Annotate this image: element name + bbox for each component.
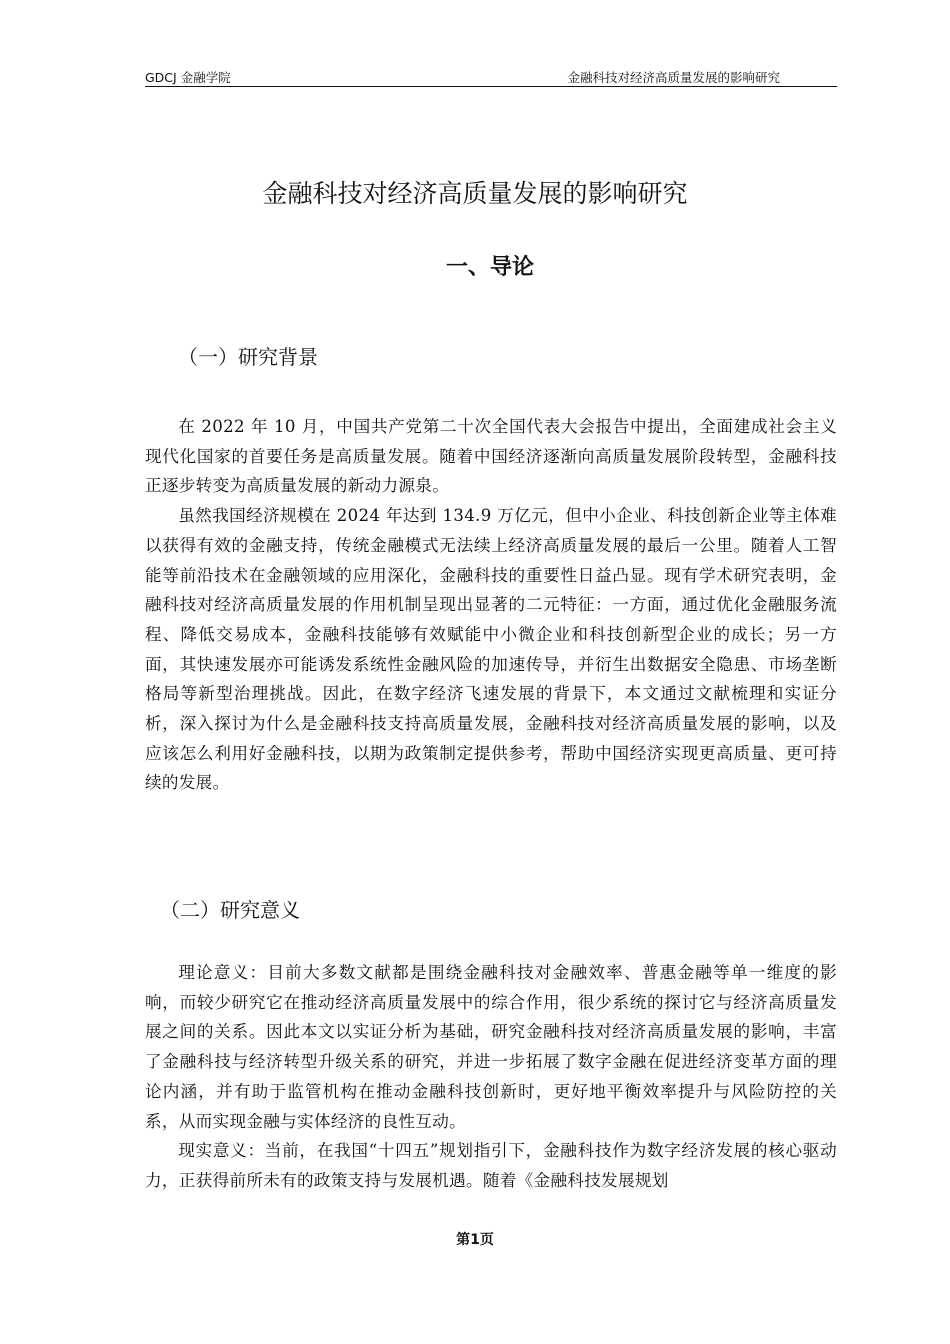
page-header — [145, 66, 837, 87]
subsection-heading-background: （一）研究背景 — [178, 345, 318, 369]
paragraph: 现实意义：当前，在我国“十四五”规划指引下，金融科技作为数字经济发展的核心驱动力，正获得前所未有的政策支持与发展机遇。随着《金融科技发展规划 — [145, 1141, 837, 1190]
page-number: 第1页 — [456, 1232, 494, 1248]
header-right-text: 金融科技对经济高质量发展的影响研究 — [567, 70, 780, 85]
subsection-heading-significance: （二）研究意义 — [160, 898, 300, 922]
document-title: 金融科技对经济高质量发展的影响研究 — [262, 179, 688, 208]
paragraph: 虽然我国经济规模在 2024 年达到 134.9 万亿元，但中小企业、科技创新企业等主体难以获得有效的金融支持，传统金融模式无法续上经济高质量发展的最后一公里。随着人工智能等前沿技术在金融领域的应用深化，金融科技的重要性日益凸显。现有学术研究表明，金融科技对经济高质量发展的作用机制呈现出显著的二元特征：一方面，通过优化金融服务流程、降低交易成本，金融科技能够有效赋能中小微企业和科技创新型企业的成长；另一方面，其快速发展亦可能诱发系统性金融风险的加速传导，并衍生出数据安全隐患、市场垄断格局等新型治理挑战。因此，在数字经济飞速发展的背景下，本文通过文献梳理和实证分析，深入探讨为什么是金融科技支持高质量发展，金融科技对经济高质量发展的影响，以及应该怎么利用好金融科技，以期为政策制定提供参考，帮助中国经济实现更高质量、更可持续的发展。 — [145, 506, 837, 793]
paragraph: 在 2022 年 10 月，中国共产党第二十次全国代表大会报告中提出，全面建成社会主义现代化国家的首要任务是高质量发展。随着中国经济逐渐向高质量发展阶段转型，金融科技正逐步转变为高质量发展的新动力源泉。 — [145, 417, 837, 496]
significance-body — [145, 958, 837, 1196]
background-body — [145, 412, 837, 798]
header-left-text: GDCJ 金融学院 — [145, 70, 231, 85]
paragraph: 理论意义：目前大多数文献都是围绕金融科技对金融效率、普惠金融等单一维度的影响，而较少研究它在推动经济高质量发展中的综合作用，很少系统的探讨它与经济高质量发展之间的关系。因此本文以实证分析为基础，研究金融科技对经济高质量发展的影响，丰富了金融科技与经济转型升级关系的研究，并进一步拓展了数字金融在促进经济变革方面的理论内涵，并有助于监管机构在推动金融科技创新时，更好地平衡效率提升与风险防控的关系，从而实现金融与实体经济的良性互动。 — [145, 963, 837, 1131]
section-heading: 一、导论 — [445, 255, 534, 280]
